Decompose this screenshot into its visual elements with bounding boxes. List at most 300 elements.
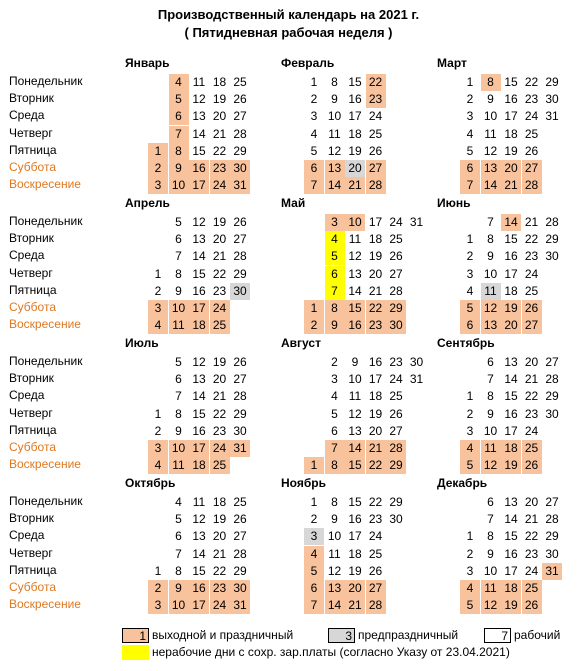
day-cell: 18: [501, 580, 521, 597]
day-cell: 12: [327, 143, 342, 158]
day-cell: 17: [504, 266, 518, 281]
day-cell: 11: [328, 126, 341, 141]
day-cell: 29: [545, 389, 559, 404]
day-cell: 6: [169, 108, 189, 125]
day-cell: 25: [524, 283, 539, 298]
day-cell: 23: [212, 423, 227, 438]
day-cell: 24: [389, 372, 403, 387]
legend-holiday-swatch: 1: [122, 628, 149, 643]
day-cell: 25: [524, 126, 539, 141]
month-title: Апрель: [125, 196, 170, 210]
day-cell: 8: [487, 389, 494, 404]
day-cell: 10: [169, 300, 189, 317]
day-cell: 12: [348, 249, 362, 264]
day-cell: 16: [189, 160, 209, 177]
day-cell: 29: [389, 495, 403, 509]
day-cell: 12: [192, 355, 206, 369]
day-cell: 25: [389, 389, 403, 404]
day-cell: 10: [345, 214, 365, 231]
day-cell: 7: [175, 546, 182, 561]
day-cell: 13: [192, 372, 206, 387]
day-cell: 16: [368, 355, 383, 369]
day-cell: 9: [487, 406, 494, 421]
day-cell: 10: [327, 529, 342, 544]
day-cell: 18: [348, 126, 362, 141]
day-cell: 11: [348, 232, 362, 247]
day-cell: 28: [545, 215, 559, 229]
day-cell: 6: [304, 160, 324, 177]
day-cell: 26: [522, 300, 542, 317]
day-name-label: Четверг: [9, 405, 53, 420]
day-name-label: Среда: [9, 248, 45, 263]
day-name-label: Понедельник: [9, 214, 83, 228]
day-cell: 19: [504, 143, 518, 158]
day-cell: 2: [310, 92, 318, 107]
day-cell: 6: [175, 232, 182, 247]
month-title: Март: [437, 56, 467, 70]
day-cell: 30: [545, 92, 559, 107]
day-cell: 19: [368, 406, 383, 421]
day-cell: 27: [522, 160, 542, 177]
day-cell: 6: [175, 529, 182, 544]
day-name-label: Суббота: [9, 160, 56, 174]
day-cell: 8: [325, 457, 345, 474]
day-cell: 13: [325, 160, 345, 177]
day-cell: 9: [169, 580, 189, 597]
day-cell: 23: [524, 546, 539, 561]
day-cell: 25: [210, 317, 230, 334]
day-name-label: Воскресение: [9, 597, 81, 612]
day-cell: 3: [466, 109, 474, 124]
day-cell: 14: [504, 512, 518, 527]
day-cell: 23: [368, 512, 383, 527]
day-cell: 26: [233, 215, 247, 229]
day-cell: 23: [212, 283, 227, 298]
day-cell: 4: [148, 457, 168, 474]
day-cell: 28: [233, 249, 247, 264]
day-cell: 30: [230, 580, 250, 597]
day-name-label: Воскресение: [9, 457, 81, 472]
day-cell: 23: [366, 91, 386, 108]
day-cell: 15: [504, 75, 518, 89]
day-cell: 29: [233, 406, 247, 421]
day-cell: 29: [386, 300, 406, 317]
day-cell: 30: [386, 317, 406, 334]
day-cell: 17: [504, 109, 518, 124]
day-cell: 31: [542, 563, 562, 580]
day-name-label: Среда: [9, 108, 45, 123]
day-name-label: Среда: [9, 388, 45, 403]
day-cell: 24: [368, 529, 383, 544]
day-cell: 21: [501, 177, 521, 194]
day-cell: 25: [522, 440, 542, 457]
day-cell: 28: [545, 372, 559, 387]
day-cell: 2: [148, 160, 168, 177]
day-cell: 20: [501, 160, 521, 177]
day-cell: 7: [487, 372, 494, 387]
day-cell: 13: [481, 160, 501, 177]
day-cell: 15: [345, 457, 365, 474]
day-cell: 9: [487, 92, 494, 107]
day-cell: 30: [389, 512, 403, 527]
day-cell: 20: [212, 109, 227, 124]
day-cell: 21: [524, 372, 539, 387]
day-cell: 22: [212, 563, 227, 578]
day-cell: 10: [169, 440, 189, 457]
day-cell: 21: [212, 389, 227, 404]
day-cell: 3: [310, 109, 318, 124]
day-cell: 16: [192, 423, 206, 438]
legend-workday-swatch: 7: [484, 628, 511, 643]
day-cell: 3: [148, 177, 168, 194]
day-cell: 23: [210, 160, 230, 177]
day-cell: 15: [192, 143, 206, 158]
day-cell: 24: [368, 109, 383, 124]
day-cell: 20: [345, 160, 365, 177]
day-cell: 2: [466, 406, 474, 421]
day-cell: 10: [483, 563, 498, 578]
day-cell: 16: [192, 283, 206, 298]
day-cell: 27: [522, 317, 542, 334]
day-name-label: Четверг: [9, 265, 53, 280]
day-cell: 12: [192, 92, 206, 107]
day-cell: 23: [210, 580, 230, 597]
day-cell: 29: [545, 529, 559, 544]
day-cell: 4: [175, 495, 182, 509]
day-cell: 9: [331, 92, 338, 107]
month-title: Май: [281, 196, 306, 210]
day-cell: 14: [192, 249, 206, 264]
day-cell: 4: [466, 126, 474, 141]
day-cell: 3: [148, 440, 168, 457]
day-cell: 21: [345, 597, 365, 614]
day-cell: 20: [524, 495, 539, 509]
day-cell: 17: [348, 529, 362, 544]
day-cell: 13: [504, 495, 518, 509]
day-cell: 5: [175, 355, 182, 369]
day-cell: 3: [325, 214, 345, 231]
day-cell: 26: [389, 406, 403, 421]
day-cell: 22: [366, 457, 386, 474]
day-cell: 12: [327, 563, 342, 578]
day-cell: 4: [466, 283, 474, 298]
day-cell: 28: [366, 177, 386, 194]
day-cell: 4: [148, 317, 168, 334]
day-name-label: Суббота: [9, 300, 56, 314]
day-cell: 31: [230, 597, 250, 614]
day-cell: 1: [466, 75, 474, 89]
day-cell: 22: [524, 529, 539, 544]
day-name-label: Пятница: [9, 562, 57, 577]
day-cell: 21: [212, 126, 227, 141]
day-cell: 14: [345, 440, 365, 457]
day-cell: 31: [409, 215, 424, 229]
day-cell: 14: [501, 214, 521, 231]
day-cell: 19: [212, 92, 227, 107]
day-cell: 19: [501, 457, 521, 474]
day-cell: 10: [483, 423, 498, 438]
day-cell: 6: [175, 372, 182, 387]
legend-preholiday-swatch: 3: [328, 628, 355, 643]
day-cell: 14: [325, 597, 345, 614]
day-cell: 5: [304, 563, 324, 580]
day-cell: 18: [368, 232, 383, 247]
day-cell: 3: [466, 266, 474, 281]
day-cell: 4: [304, 546, 324, 563]
day-cell: 27: [233, 529, 247, 544]
day-cell: 20: [501, 317, 521, 334]
day-cell: 6: [460, 317, 480, 334]
day-cell: 12: [192, 512, 206, 527]
day-cell: 3: [304, 528, 324, 545]
day-cell: 28: [386, 440, 406, 457]
day-cell: 10: [348, 372, 362, 387]
day-cell: 15: [348, 75, 362, 89]
day-cell: 27: [233, 109, 247, 124]
day-cell: 18: [504, 283, 518, 298]
day-cell: 20: [368, 266, 383, 281]
day-cell: 29: [233, 563, 247, 578]
day-cell: 5: [310, 143, 318, 158]
day-cell: 19: [501, 597, 521, 614]
day-cell: 2: [154, 423, 162, 438]
day-cell: 21: [212, 249, 227, 264]
day-name-label: Вторник: [9, 91, 54, 106]
day-cell: 28: [522, 177, 542, 194]
day-cell: 25: [233, 495, 247, 509]
day-cell: 12: [192, 215, 206, 229]
day-cell: 27: [389, 423, 403, 438]
day-cell: 6: [460, 160, 480, 177]
day-cell: 16: [504, 406, 518, 421]
day-cell: 24: [524, 423, 539, 438]
day-cell: 19: [348, 143, 362, 158]
day-cell: 6: [487, 495, 494, 509]
day-cell: 7: [460, 177, 480, 194]
day-cell: 17: [504, 563, 518, 578]
day-cell: 7: [304, 597, 324, 614]
day-cell: 11: [192, 75, 206, 89]
day-cell: 16: [189, 580, 209, 597]
day-cell: 15: [348, 495, 362, 509]
day-cell: 28: [545, 512, 559, 527]
month-title: Февраль: [281, 56, 335, 70]
day-cell: 22: [368, 495, 383, 509]
day-name-label: Вторник: [9, 511, 54, 526]
day-cell: 2: [148, 580, 168, 597]
day-cell: 13: [325, 580, 345, 597]
day-cell: 16: [348, 512, 362, 527]
day-cell: 3: [331, 372, 338, 387]
day-cell: 31: [545, 109, 559, 124]
day-name-label: Пятница: [9, 282, 57, 297]
day-cell: 6: [325, 266, 345, 283]
day-cell: 17: [348, 109, 362, 124]
day-cell: 30: [230, 283, 250, 300]
day-cell: 13: [192, 109, 206, 124]
day-cell: 24: [524, 109, 539, 124]
day-cell: 8: [175, 406, 182, 421]
day-cell: 26: [522, 457, 542, 474]
day-name-label: Суббота: [9, 440, 56, 454]
day-cell: 9: [487, 546, 494, 561]
day-cell: 8: [325, 300, 345, 317]
day-cell: 25: [522, 580, 542, 597]
day-cell: 23: [524, 249, 539, 264]
day-cell: 22: [366, 300, 386, 317]
day-cell: 3: [466, 563, 474, 578]
day-cell: 22: [366, 74, 386, 91]
day-cell: 15: [192, 406, 206, 421]
day-cell: 12: [481, 597, 501, 614]
day-cell: 13: [348, 423, 362, 438]
day-cell: 8: [487, 529, 494, 544]
day-cell: 14: [348, 283, 362, 298]
day-cell: 4: [331, 389, 338, 404]
month-title: Июль: [125, 336, 159, 350]
day-cell: 14: [192, 546, 206, 561]
day-cell: 12: [481, 457, 501, 474]
day-cell: 20: [212, 232, 227, 247]
day-cell: 11: [328, 546, 341, 561]
day-cell: 1: [304, 457, 324, 474]
day-name-label: Воскресение: [9, 177, 81, 192]
day-cell: 3: [466, 423, 474, 438]
day-cell: 22: [212, 266, 227, 281]
day-cell: 8: [331, 75, 338, 89]
day-cell: 9: [487, 249, 494, 264]
day-cell: 26: [233, 512, 247, 527]
day-cell: 12: [348, 406, 362, 421]
day-cell: 7: [487, 512, 494, 527]
day-cell: 7: [169, 126, 189, 143]
day-cell: 2: [331, 355, 338, 369]
day-cell: 17: [189, 177, 209, 194]
day-cell: 1: [304, 300, 324, 317]
day-cell: 17: [189, 300, 209, 317]
day-cell: 4: [460, 440, 480, 457]
day-cell: 26: [368, 563, 383, 578]
day-cell: 7: [304, 177, 324, 194]
day-cell: 28: [366, 597, 386, 614]
page-subtitle: ( Пятидневная рабочая неделя ): [184, 25, 393, 40]
day-cell: 18: [189, 317, 209, 334]
month-title: Август: [281, 336, 321, 350]
day-cell: 10: [169, 177, 189, 194]
day-cell: 22: [524, 389, 539, 404]
day-cell: 18: [212, 495, 227, 509]
day-cell: 23: [524, 406, 539, 421]
day-cell: 20: [524, 355, 539, 369]
day-cell: 8: [169, 143, 189, 160]
day-cell: 2: [466, 92, 474, 107]
day-cell: 20: [345, 580, 365, 597]
day-cell: 6: [331, 423, 338, 438]
day-cell: 15: [345, 300, 365, 317]
day-cell: 24: [210, 177, 230, 194]
day-cell: 18: [501, 440, 521, 457]
day-name-label: Четверг: [9, 545, 53, 560]
day-cell: 30: [230, 160, 250, 177]
day-cell: 29: [545, 232, 559, 247]
day-cell: 11: [169, 317, 189, 334]
day-cell: 14: [504, 372, 518, 387]
day-cell: 21: [368, 283, 383, 298]
month-title: Октябрь: [125, 476, 176, 490]
day-cell: 17: [189, 440, 209, 457]
day-cell: 29: [233, 266, 247, 281]
day-cell: 7: [487, 215, 494, 229]
day-cell: 27: [233, 232, 247, 247]
day-cell: 13: [192, 232, 206, 247]
day-cell: 25: [368, 126, 383, 141]
day-name-label: Среда: [9, 528, 45, 543]
day-cell: 9: [175, 283, 182, 298]
day-cell: 11: [481, 440, 501, 457]
day-cell: 30: [545, 406, 559, 421]
day-cell: 26: [233, 355, 247, 369]
day-cell: 27: [389, 266, 403, 281]
day-cell: 11: [169, 457, 189, 474]
day-cell: 1: [466, 232, 474, 247]
day-name-label: Понедельник: [9, 494, 83, 508]
day-cell: 5: [331, 406, 338, 421]
day-cell: 2: [466, 249, 474, 264]
day-cell: 28: [389, 283, 403, 298]
day-cell: 4: [169, 74, 189, 91]
day-cell: 13: [504, 355, 518, 369]
day-cell: 14: [325, 177, 345, 194]
day-cell: 5: [460, 300, 480, 317]
day-cell: 26: [389, 249, 403, 264]
day-cell: 29: [386, 457, 406, 474]
day-cell: 10: [483, 109, 498, 124]
day-cell: 11: [192, 495, 206, 509]
day-cell: 28: [233, 546, 247, 561]
day-cell: 17: [368, 215, 383, 229]
day-cell: 7: [325, 440, 345, 457]
day-cell: 20: [212, 372, 227, 387]
day-cell: 26: [368, 143, 383, 158]
day-cell: 27: [366, 580, 386, 597]
day-cell: 10: [327, 109, 342, 124]
day-cell: 7: [175, 249, 182, 264]
day-cell: 11: [484, 126, 497, 141]
day-cell: 18: [212, 75, 227, 89]
day-cell: 14: [192, 126, 206, 141]
day-cell: 31: [230, 177, 250, 194]
day-cell: 21: [212, 546, 227, 561]
month-title: Январь: [125, 56, 170, 70]
day-cell: 20: [368, 423, 383, 438]
day-cell: 4: [460, 580, 480, 597]
month-title: Декабрь: [437, 476, 488, 490]
day-cell: 24: [210, 300, 230, 317]
day-cell: 25: [389, 232, 403, 247]
day-cell: 19: [212, 512, 227, 527]
day-cell: 1: [310, 75, 318, 89]
day-cell: 9: [175, 423, 182, 438]
legend-holiday-label: выходной и праздничный: [152, 628, 294, 642]
day-cell: 11: [348, 389, 362, 404]
day-cell: 18: [348, 546, 362, 561]
month-title: Июнь: [437, 196, 471, 210]
day-name-label: Пятница: [9, 422, 57, 437]
day-cell: 26: [522, 597, 542, 614]
day-cell: 7: [325, 283, 345, 300]
day-cell: 24: [210, 597, 230, 614]
day-cell: 1: [154, 266, 162, 281]
